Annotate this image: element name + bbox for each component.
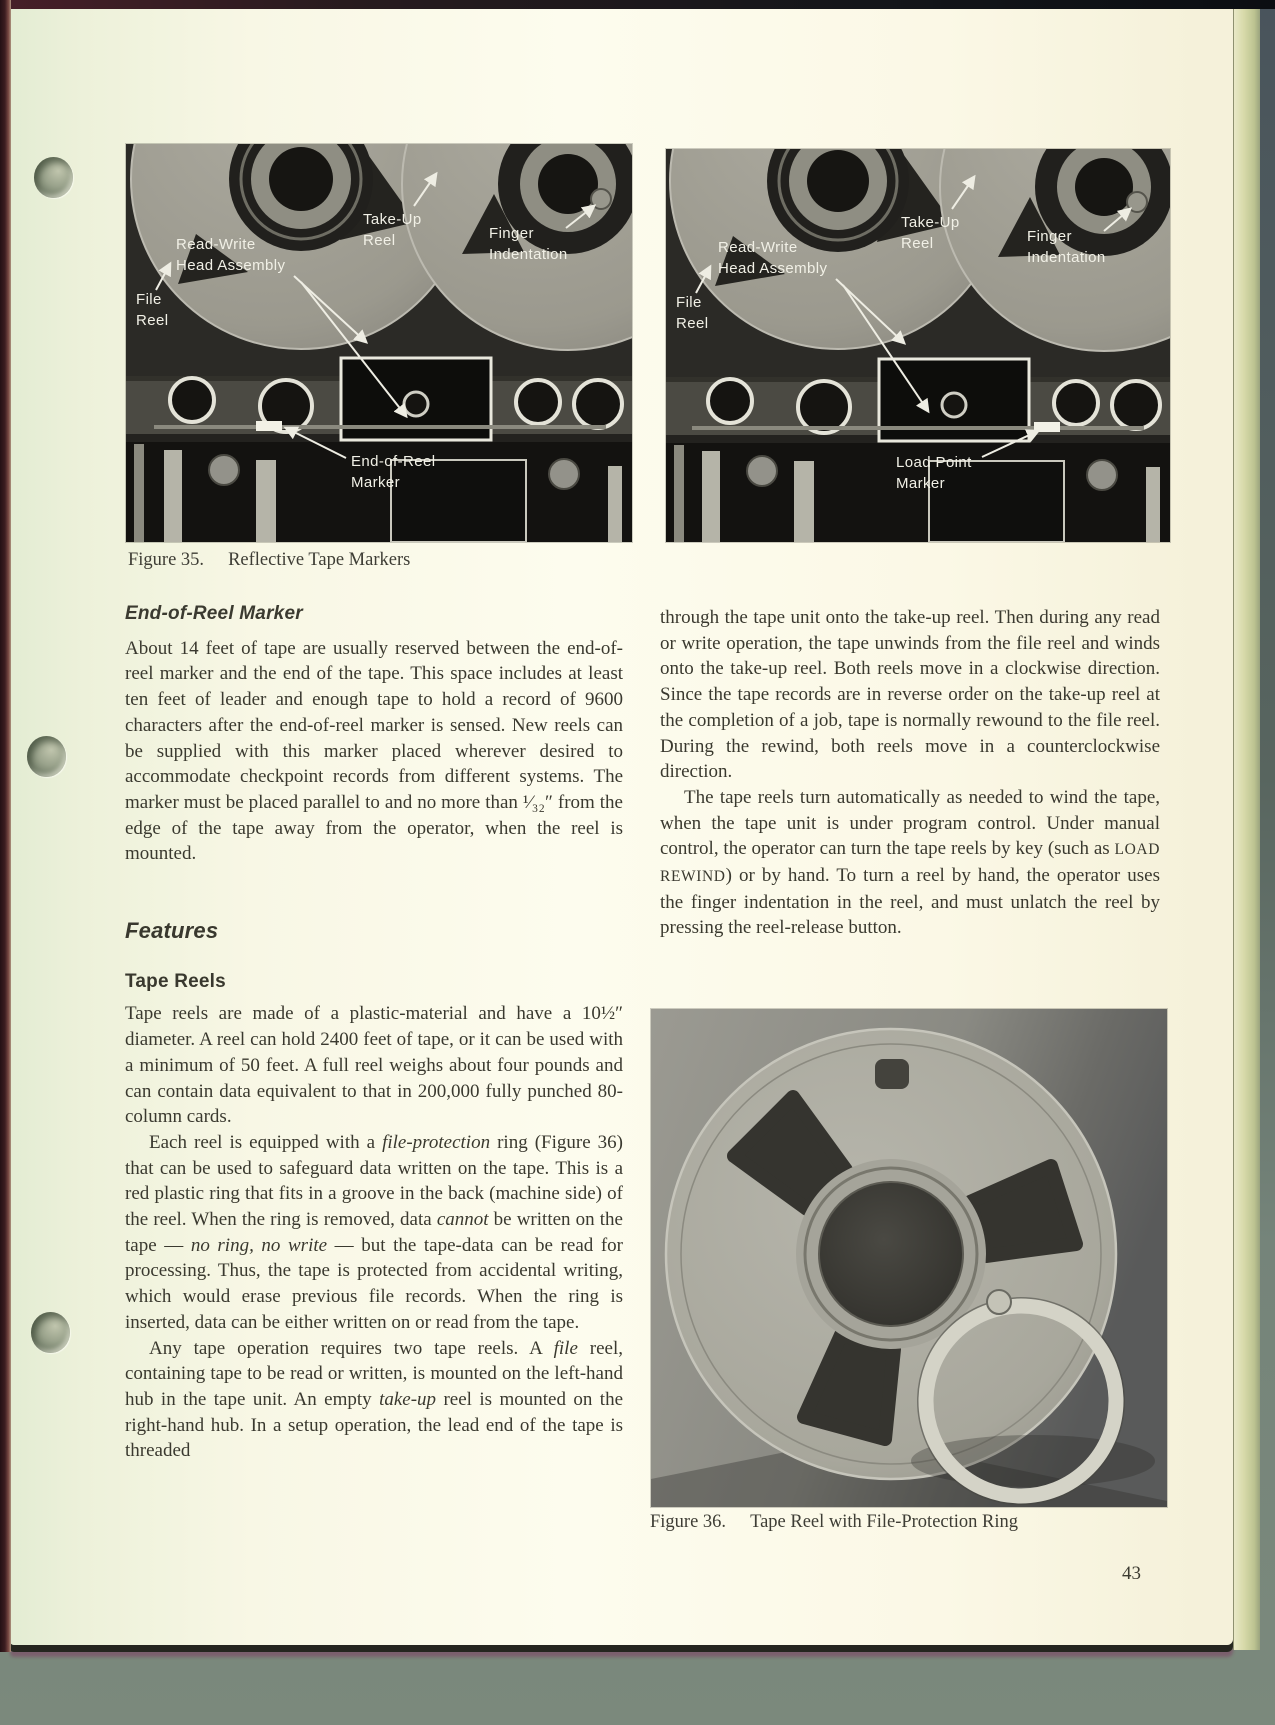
book-fore-edge xyxy=(1233,4,1260,1650)
reel-clip xyxy=(875,1059,909,1089)
end-of-reel-marker-heading: End-of-Reel Marker xyxy=(125,603,303,624)
load-point-marker-label: Load Point xyxy=(896,454,972,471)
left-column xyxy=(125,601,623,1464)
punch-hole-middle xyxy=(27,736,66,777)
right-column xyxy=(660,605,1160,941)
tape-unit-photo-load-point xyxy=(666,149,1170,542)
svg-text:Marker: Marker xyxy=(896,475,946,492)
svg-text:Head Assembly: Head Assembly xyxy=(718,260,828,277)
paragraph: The tape reels turn automatically as needed to wind the tape, when the tape unit is under program control. Under manual control, the operator can turn the tape reels by key (such as LOAD REWIND) or by hand. To turn a reel by hand, the operator uses the finger indentation in the reel, and must unlatch the reel by pressing the reel-release button. xyxy=(660,786,1160,939)
file-reel-label: File xyxy=(136,291,162,308)
take-up-reel-label: Take-Up xyxy=(901,214,960,231)
figure36-caption-label: Figure 36. xyxy=(650,1512,727,1532)
figure35-caption xyxy=(128,550,410,571)
svg-text:Reel: Reel xyxy=(901,235,934,252)
punch-hole-bottom xyxy=(31,1312,70,1353)
svg-text:Marker: Marker xyxy=(351,474,401,491)
tape-reels-heading: Tape Reels xyxy=(125,970,226,992)
svg-text:Reel: Reel xyxy=(676,315,709,332)
svg-text:Indentation: Indentation xyxy=(1027,249,1106,266)
end-of-reel-marker-label: End-of-Reel xyxy=(351,453,436,470)
figure35-caption-text: Reflective Tape Markers xyxy=(228,550,411,570)
page-sheet xyxy=(10,9,1233,1645)
figure35-caption-label: Figure 35. xyxy=(128,550,205,570)
page-number: 43 xyxy=(1122,1563,1141,1584)
reflective-marker-spot xyxy=(256,421,282,431)
svg-text:Reel: Reel xyxy=(136,312,169,329)
paragraph: Any tape operation requires two tape reels. A file reel, containing tape to be read or written, is mounted on the left-hand hub in the tape unit. An empty take-up reel is mounted on the right-hand hub. In a setup operation, the lead end of the tape is threaded xyxy=(125,1337,623,1462)
figure35-right-photo xyxy=(666,149,1170,542)
figure36-caption-text: Tape Reel with File-Protection Ring xyxy=(750,1512,1018,1532)
svg-text:Reel: Reel xyxy=(363,232,396,249)
take-up-reel-label: Take-Up xyxy=(363,211,422,228)
ring-tab xyxy=(987,1290,1011,1314)
figure36-caption xyxy=(650,1512,1018,1533)
paragraph: through the tape unit onto the take-up reel. Then during any read or write operation, the tape unwinds from the file reel and winds onto the take-up reel. Both reels move in a clockwise direction. Since the tape records are in reverse order on the take-up reel at the completion of a job, tape is normally rewound to the file reel. During the rewind, both reels move in a counterclockwise direction. xyxy=(660,607,1160,783)
tape-reel xyxy=(666,1029,1116,1479)
svg-text:Head Assembly: Head Assembly xyxy=(176,257,286,274)
features-heading: Features xyxy=(125,918,219,944)
reflective-marker-spot xyxy=(1034,422,1060,432)
scan-left-edge xyxy=(0,0,11,1652)
paragraph: Tape reels are made of a plastic-material and have a 10½″ diameter. A reel can hold 2400 feet of tape, or it can be used with a minimum of 50 feet. A full reel weighs about four pounds and can contain data equivalent to that in 200,000 fully punched 80-column cards. xyxy=(125,1003,623,1128)
finger-indentation-label: Finger xyxy=(489,225,534,242)
figure35-left-photo xyxy=(126,144,632,542)
finger-indentation-label: Finger xyxy=(1027,228,1072,245)
tape-unit-photo-end-of-reel xyxy=(126,144,632,542)
paragraph: Each reel is equipped with a file-protection ring (Figure 36) that can be used to safeguard data written on the tape. This is a red plastic ring that fits in a groove in the back (machine side) of the reel. When the ring is removed, data cannot be written on the tape — no ring, no write — but the tape-data can be read for processing. Thus, the tape is protected from accidental writing, which would erase previous file records. When the ring is inserted, data can be either written on or read from the tape. xyxy=(125,1131,623,1333)
tape-reel-photo xyxy=(651,1009,1167,1507)
read-write-head-label: Read-Write xyxy=(176,236,256,253)
svg-text:Indentation: Indentation xyxy=(489,246,568,263)
scan-top-edge xyxy=(0,0,1275,9)
read-write-head-label: Read-Write xyxy=(718,239,798,256)
figure36-photo xyxy=(651,1009,1167,1507)
punch-hole-top xyxy=(34,157,73,198)
file-reel-label: File xyxy=(676,294,702,311)
paragraph: About 14 feet of tape are usually reserved between the end-of-reel marker and the end of the tape. This space includes at least ten feet of leader and enough tape to hold a record of 9600 characters after the end-of-reel marker is sensed. New reels can be supplied with this marker placed wherever desired to accommodate checkpoint records from different systems. The marker must be placed parallel to and no more than ¹⁄₃₂″ from the edge of the tape away from the operator, when the reel is mounted. xyxy=(125,637,623,865)
